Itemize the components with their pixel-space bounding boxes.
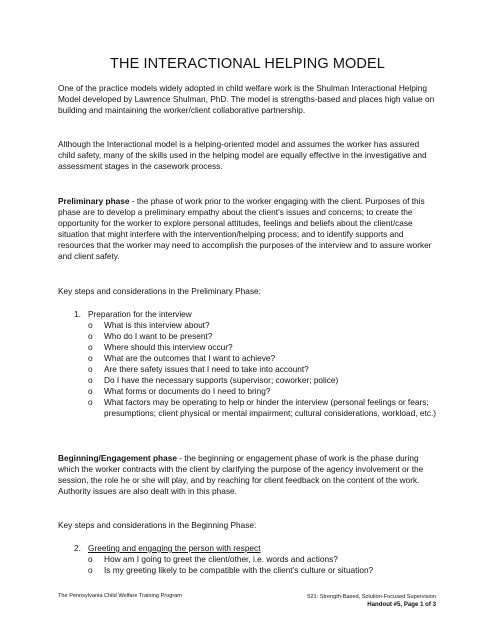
footer-program-name: The Pennsylvania Child Welfare Training Program [58,593,182,599]
page-title: THE INTERACTIONAL HELPING MODEL [110,56,385,72]
bullet-icon: o [88,375,93,385]
sub-bullet-text: What is this interview about? [104,320,210,330]
sub-bullet-text: How am I going to greet the client/other, i.e. words and actions? [104,554,338,564]
bullet-icon: o [88,331,93,341]
bullet-icon: o [88,565,93,575]
beginning-key-steps: Key steps and considerations in the Beginning Phase: [58,520,257,530]
sub-bullet-text: Do I have the necessary supports (supervisor; coworker; police) [104,375,339,385]
sub-bullet-text: Who do I want to be present? [104,331,213,341]
beginning-text: - the beginning or engagement phase of work is the phase during which the worker contracts with the client by clarifying the purpose of the agency involvement or the session, the role he or she will play, and by reaching for client feedback on the content of the work. Authority issues are also dealt with in this phase. [58,453,424,496]
footer-page-number: Handout #5, Page 1 of 3 [367,601,436,608]
footer-course-title: 521: Strength-Based, Solution-Focused Supervision [307,594,436,600]
bullet-icon: o [88,554,93,564]
sub-bullet-text: Where should this interview occur? [104,342,233,352]
list-number: 2. [74,543,81,553]
sub-bullet-text: What factors may be operating to help or hinder the interview (personal feelings or fears; presumptions; client physical or mental impairment; cultural considerations, workload, etc.) [104,397,437,418]
preliminary-key-steps: Key steps and considerations in the Preliminary Phase: [58,286,261,296]
bullet-icon: o [88,397,93,407]
bullet-icon: o [88,364,93,374]
intro-paragraph-2: Although the Interactional model is a helping-oriented model and assumes the worker has assured child safety, many of the skills used in the helping model are equally effective in the investigative and assessment stages in the casework process. [58,139,427,171]
list-label: Preparation for the interview [88,309,192,319]
preliminary-paragraph [58,196,436,262]
list-number: 1. [74,309,81,319]
bullet-icon: o [88,386,93,396]
intro-paragraph-1: One of the practice models widely adopted in child welfare work is the Shulman Interactional Helping Model developed by Lawrence Shulman, PhD. The model is strengths-based and places high value on building and maintaining the worker/client collaborative partnership. [58,83,435,115]
beginning-paragraph [58,453,436,497]
preliminary-text: - the phase of work prior to the worker engaging with the client. Purposes of this phase are to develop a preliminary empathy about the client’s issues and concerns; to create the opportunity for the worker to explore personal attitudes, feelings and beliefs about the client/case situation that might interfere with the intervention/helping process; and to identify supports and resources that the worker may need to accomplish the purposes of the interview and to assure worker and client safety. [58,196,432,261]
bullet-icon: o [88,320,93,330]
footer-course-info [307,593,436,609]
beginning-heading: Beginning/Engagement phase [58,453,177,463]
sub-bullet-text: What forms or documents do I need to bring? [104,386,271,396]
bullet-icon: o [88,353,93,363]
list-label: Greeting and engaging the person with respect [88,543,261,553]
sub-bullet-text: Is my greeting likely to be compatible with the client’s culture or situation? [104,565,374,575]
preliminary-heading: Preliminary phase [58,196,130,206]
bullet-icon: o [88,342,93,352]
sub-bullet-text: What are the outcomes that I want to achieve? [104,353,276,363]
sub-bullet-text: Are there safety issues that I need to take into account? [104,364,309,374]
